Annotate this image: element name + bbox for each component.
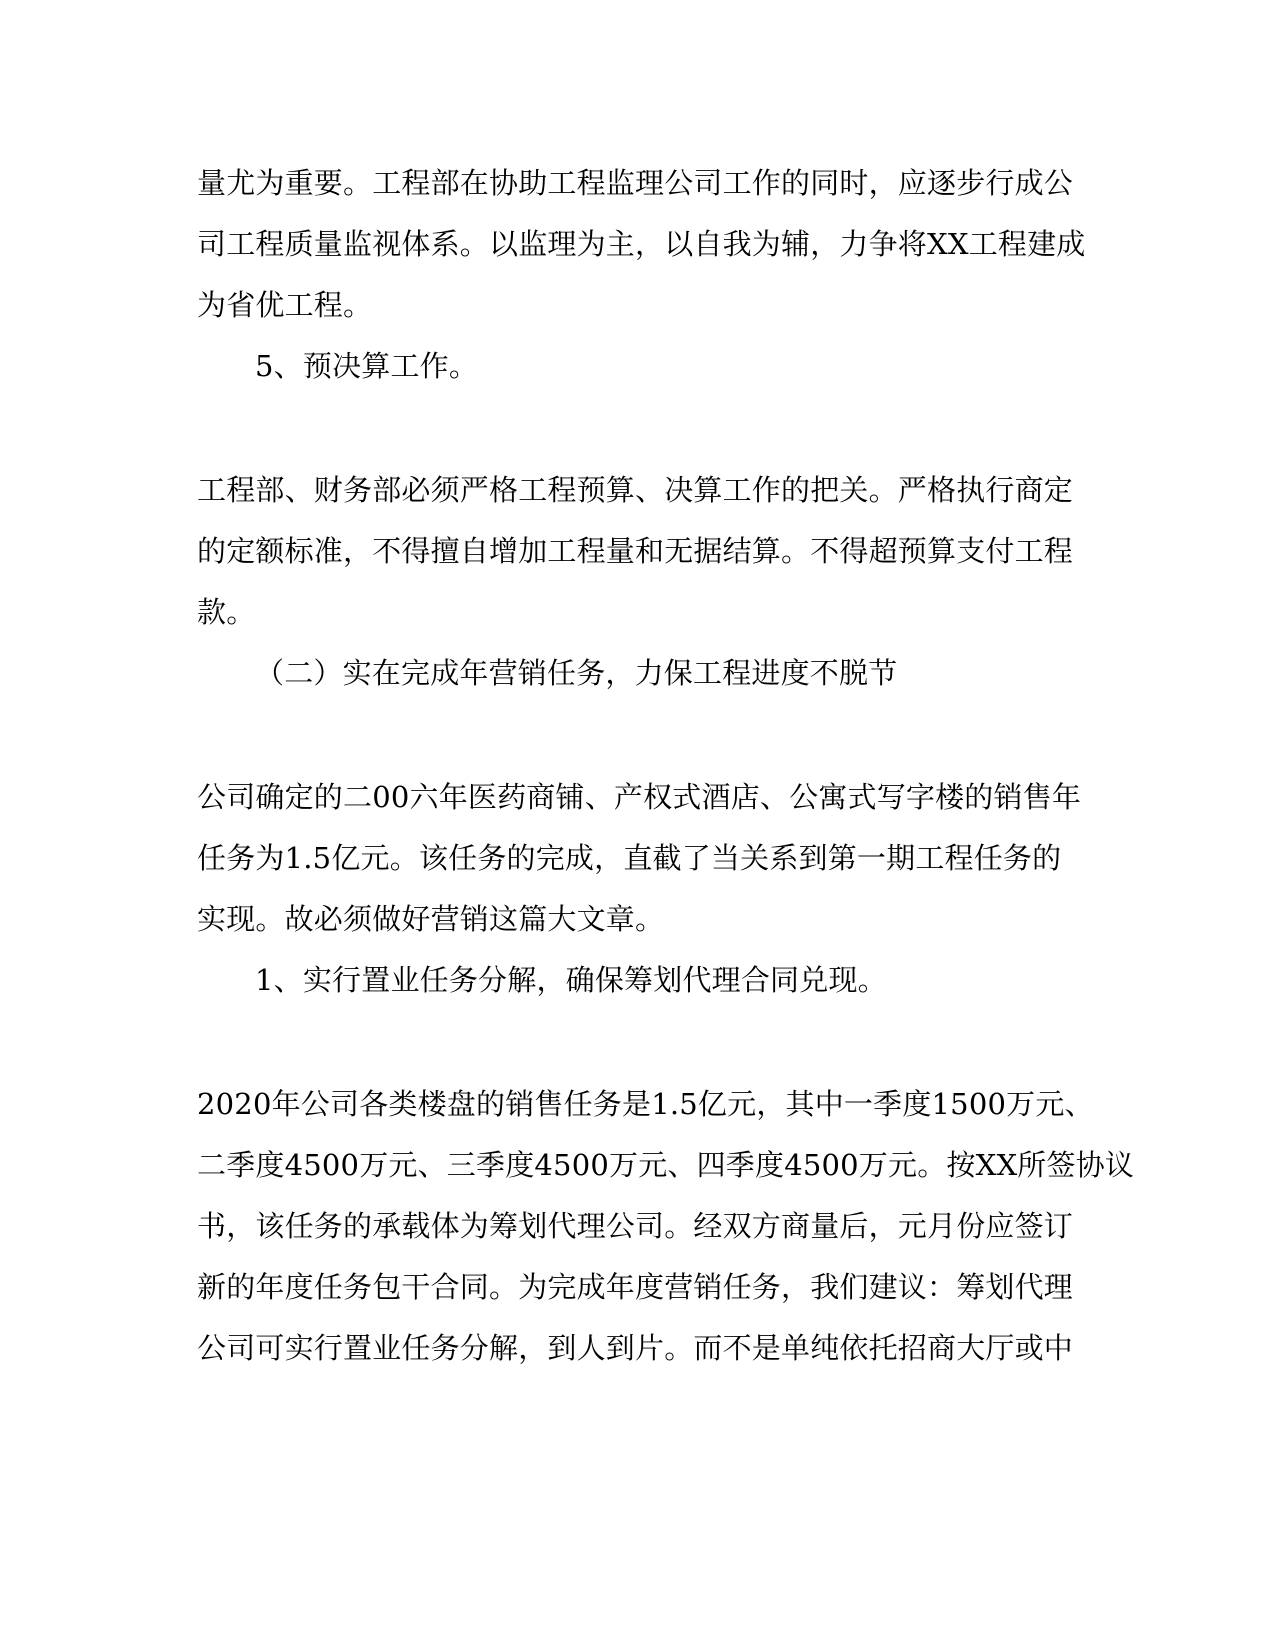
paragraph-line: 新的年度任务包干合同。为完成年度营销任务，我们建议：筹划代理	[197, 1270, 1074, 1304]
section-heading: 5、预决算工作。	[255, 349, 479, 383]
paragraph-line: 为省优工程。	[197, 288, 373, 322]
section-heading: （二）实在完成年营销任务，力保工程进度不脱节	[255, 656, 898, 690]
paragraph-line: 工程部、财务部必须严格工程预算、决算工作的把关。严格执行商定	[197, 473, 1074, 507]
paragraph-line: 公司确定的二00六年医药商铺、产权式酒店、公寓式写字楼的销售年	[197, 780, 1082, 814]
paragraph-line: 司工程质量监视体系。以监理为主，以自我为辅，力争将XX工程建成	[197, 227, 1086, 261]
paragraph-line: 书，该任务的承载体为筹划代理公司。经双方商量后，元月份应签订	[197, 1209, 1074, 1243]
paragraph-line: 2020年公司各类楼盘的销售任务是1.5亿元，其中一季度1500万元、	[197, 1087, 1094, 1121]
paragraph-line: 量尤为重要。工程部在协助工程监理公司工作的同时，应逐步行成公	[197, 166, 1074, 200]
paragraph-line: 实现。故必须做好营销这篇大文章。	[197, 902, 665, 936]
paragraph-line: 的定额标准，不得擅自增加工程量和无据结算。不得超预算支付工程	[197, 534, 1074, 568]
section-heading: 1、实行置业任务分解，确保筹划代理合同兑现。	[255, 963, 887, 997]
paragraph-line: 公司可实行置业任务分解，到人到片。而不是单纯依托招商大厅或中	[197, 1331, 1074, 1365]
paragraph-line: 款。	[197, 595, 256, 629]
paragraph-line: 二季度4500万元、三季度4500万元、四季度4500万元。按XX所签协议	[197, 1148, 1135, 1182]
paragraph-line: 任务为1.5亿元。该任务的完成，直截了当关系到第一期工程任务的	[197, 841, 1062, 875]
